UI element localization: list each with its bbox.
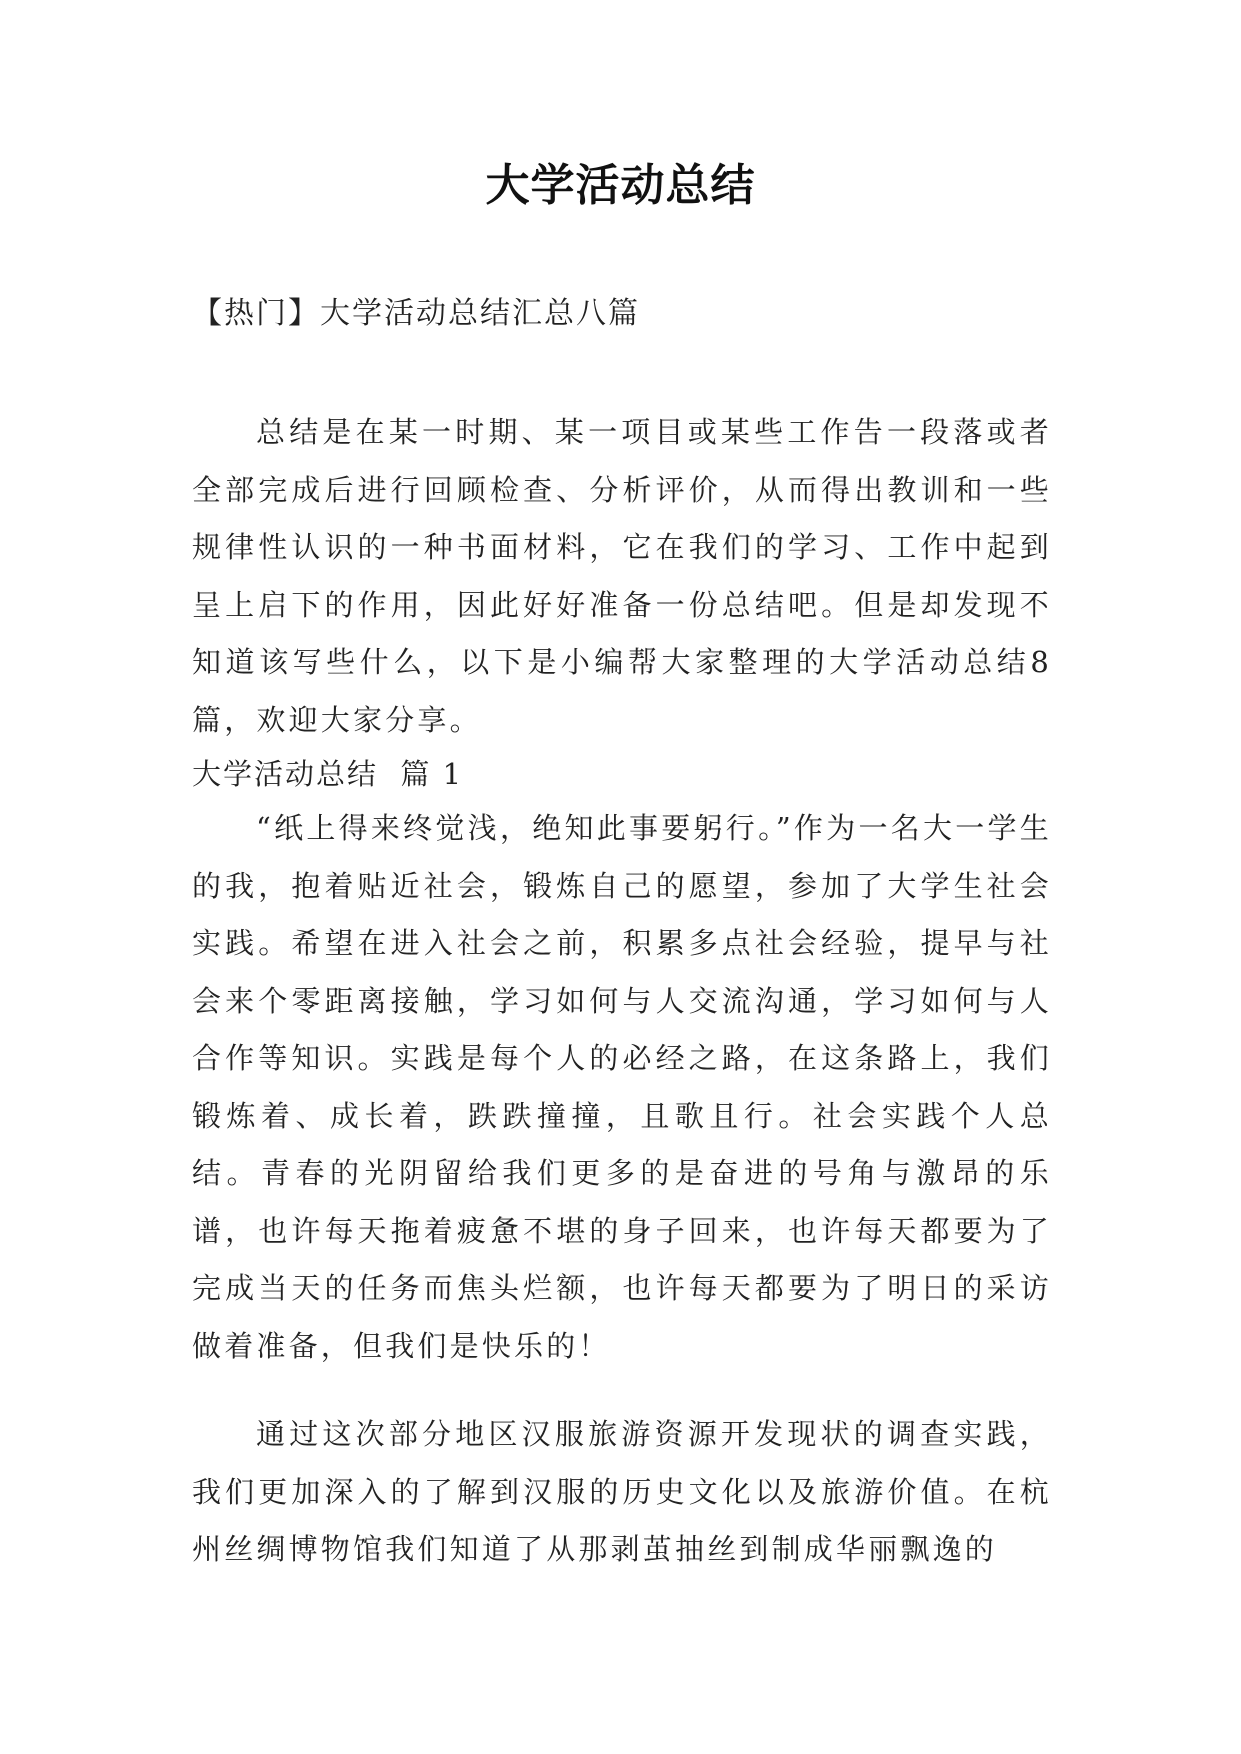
document-title: 大学活动总结 [485, 160, 756, 211]
intro-paragraph: 总结是在某一时期、某一项目或某些工作告一段落或者全部完成后进行回顾检查、分析评价，从而得出教训和一些规律性认识的一种书面材料，它在我们的学习、工作中起到呈上启下的作用，因此好好准备一份总结吧。但是却发现不知道该写些什么，以下是小编帮大家整理的大学活动总结8篇，欢迎大家分享。 [192, 415, 1052, 737]
body-paragraph-2: 通过这次部分地区汉服旅游资源开发现状的调查实践，我们更加深入的了解到汉服的历史文化以及旅游价值。在杭州丝绸博物馆我们知道了从那剥茧抽丝到制成华丽飘逸的 [192, 1417, 1052, 1566]
section-heading: 大学活动总结 篇 1 [192, 757, 464, 791]
body-paragraph-1: “纸上得来终觉浅，绝知此事要躬行。”作为一名大一学生的我，抱着贴近社会，锻炼自己的愿望，参加了大学生社会实践。希望在进入社会之前，积累多点社会经验，提早与社会来个零距离接触，学习如何与人交流沟通，学习如何与人合作等知识。实践是每个人的必经之路，在这条路上，我们锻炼着、成长着，跌跌撞撞，且歌且行。社会实践个人总结。青春的光阴留给我们更多的是奋进的号角与激昂的乐谱，也许每天拖着疲惫不堪的身子回来，也许每天都要为了完成当天的任务而焦头烂额，也许每天都要为了明日的采访做着准备，但我们是快乐的！ [192, 811, 1052, 1363]
document-subtitle: 【热门】大学活动总结汇总八篇 [192, 296, 640, 331]
